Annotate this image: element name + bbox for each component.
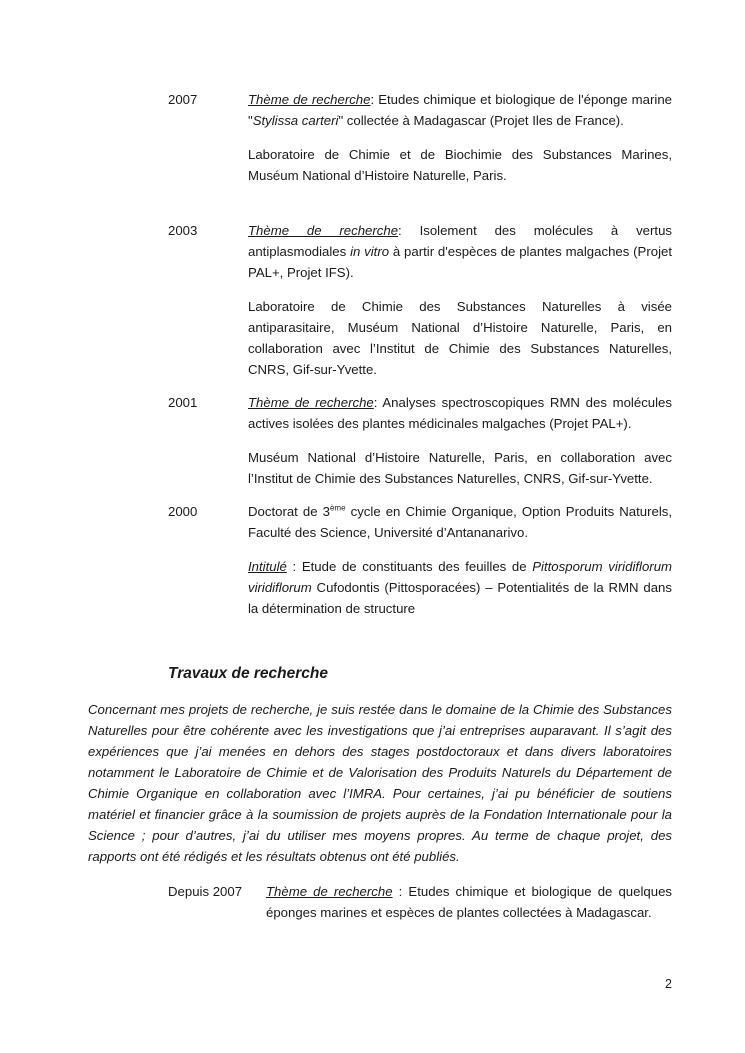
entry-body [266, 881, 672, 923]
italic-term: in vitro [350, 244, 390, 259]
entry-theme-paragraph [248, 220, 672, 283]
theme-label: Thème de recherche [248, 92, 371, 107]
species-name: Pittosporum viridiflorum viridiflorum [248, 559, 673, 595]
label-separator: : [370, 92, 375, 107]
thesis-text: Etude de constituants des feuilles de [296, 559, 533, 574]
thesis-label: Intitulé [248, 559, 287, 574]
page-number: 2 [665, 977, 672, 991]
theme-label: Thème de recherche [248, 223, 399, 238]
entry-year: Depuis 2007 [168, 884, 243, 899]
theme-text: Analyses spectroscopiques RMN des molécules actives isolées des plantes médicinales malgaches (Projet PAL+). [248, 395, 672, 431]
theme-text: Etudes chimique et biologique de quelques éponges marines et espèces de plantes collectées à Madagascar. [266, 884, 673, 920]
species-name: Stylissa carteri [252, 113, 339, 128]
label-separator: : [398, 223, 402, 238]
entry-degree-paragraph [248, 501, 672, 543]
ordinal-superscript: ème [329, 503, 346, 513]
label-separator: : [373, 395, 378, 410]
label-separator: : [286, 559, 297, 574]
entry-body [248, 220, 672, 380]
entry-body [248, 501, 672, 619]
entry-lab-paragraph: Laboratoire de Chimie et de Biochimie des Substances Marines, Muséum National d’Histoire Naturelle, Paris. [248, 147, 672, 183]
entry-thesis-paragraph [248, 556, 672, 619]
entry-body [248, 392, 672, 489]
entry-year: 2001 [168, 395, 198, 410]
entry-lab-paragraph: Laboratoire de Chimie des Substances Naturelles à visée antiparasitaire, Muséum National d’Histoire Naturelle, Paris, en collaboration avec l’Institut de Chimie des Substances Naturelles, CNRS, Gif-sur-Yvette. [248, 299, 672, 377]
entry-year: 2000 [168, 504, 198, 519]
theme-text: Isolement des molécules à vertus antiplasmodiales [248, 223, 672, 259]
entry-theme-paragraph [266, 881, 672, 923]
thesis-text-end: Cufodontis (Pittosporacées) – Potentialités de la RMN dans la détermination de structure [248, 580, 672, 616]
section-intro-paragraph: Concernant mes projets de recherche, je suis restée dans le domaine de la Chimie des Substances Naturelles pour être cohérente avec les investigations que j’ai entreprises auparavant. Il s’agit des expériences que j’ai menées en dehors des stages postdoctoraux et dans divers laboratoires notamment le Laboratoire de Chimie et de Valorisation des Produits Naturels du Département de Chimie Organique en collaboration avec l’IMRA. Pour certaines, j’ai pu bénéficier de soutiens matériel et financier grâce à la soumission de projets auprès de la Fondation Internationale pour la Science ; pour d’autres, j’ai du utiliser mes moyens propres. Au terme de chaque projet, des rapports ont été rédigés et les résultats obtenus ont été publiés. [88, 702, 672, 864]
theme-text-end: à partir d'espèces de plantes malgaches (Projet PAL+, Projet IFS). [248, 244, 673, 280]
theme-text: Etudes chimique et biologique de l'éponge marine " [248, 92, 672, 128]
degree-text: Doctorat de 3 [248, 504, 330, 519]
entry-theme-paragraph [248, 392, 672, 434]
entry-year: 2003 [168, 223, 198, 238]
entry-theme-paragraph [248, 89, 672, 131]
label-separator: : [392, 884, 403, 899]
theme-label: Thème de recherche [266, 884, 393, 899]
entry-year: 2007 [168, 92, 198, 107]
entry-body [248, 89, 672, 186]
degree-text-end: cycle en Chimie Organique, Option Produits Naturels, Faculté des Science, Université d’Antananarivo. [248, 504, 673, 540]
theme-text-end: " collectée à Madagascar (Projet Iles de France). [338, 113, 624, 128]
theme-label: Thème de recherche [248, 395, 374, 410]
section-title: Travaux de recherche [168, 665, 328, 682]
entry-lab-paragraph: Muséum National d’Histoire Naturelle, Paris, en collaboration avec l’Institut de Chimie des Substances Naturelles, CNRS, Gif-sur-Yvette. [248, 450, 672, 486]
